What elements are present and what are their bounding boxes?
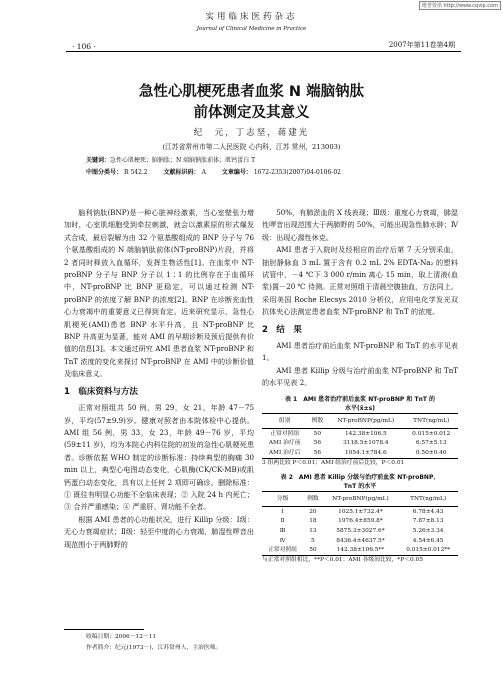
table-header: 例数	[303, 491, 322, 506]
table-header: NT-proBNP(pg/mL)	[327, 413, 404, 428]
table-cell: 正常对照组	[270, 430, 300, 437]
table-row	[262, 439, 458, 449]
table-cell: AMI 治疗后	[268, 449, 301, 456]
table-cell: Ⅱ	[280, 518, 285, 525]
table-cell: 50	[313, 430, 322, 437]
id-value: 1672-2353(2007)04-0106-02	[253, 169, 341, 176]
table1-caption-line1: 表 1 AMI 患者治疗前后血浆 NT-proBNP 和 TnT 的	[284, 395, 436, 403]
authors: 纪 元，丁志坚，蒋建光	[193, 128, 310, 138]
paragraph: AMI 患者于入院时及经相应的治疗后第 7 天分别采血，抽肘静脉血 3 mL 置于含有 0.2 mL 2% EDTA-Na₂ 的塑料试管中，－4 ℃下 3 000 r/min 离心 15 min，取上清液(血浆)置－20 ℃ 待测。正常对照组于清晨空腹抽血，方法同上。采用美国 Roche Elecsys 2010 分析仪，应用电化学发光双抗体夹心法测定患者血浆 NT-proBNP 和 TnT 的浓度。	[262, 245, 458, 317]
page-number: · 106 ·	[72, 42, 96, 51]
table-header: TNT(ng/mL)	[398, 491, 458, 506]
cls-value: R 542.2	[124, 169, 148, 176]
table-cell: 1054.1±784.6	[344, 449, 387, 456]
table-cell: 142.38±106.5**	[336, 547, 385, 554]
doc-value: A	[201, 169, 206, 176]
table-cell: 50	[309, 547, 317, 554]
table-cell: 3118.5±1078.4	[343, 440, 389, 447]
table1-block	[262, 395, 458, 468]
paragraph: 正常对照组共 50 例，男 29，女 21，年龄 47－75 岁，平均(57±9.9)岁。健康对照者由本院体检中心提供。AMI 组 56 例，男 33，女 23，年龄 49－76 岁，平均(59±11 岁)，均为本院心内科住院的初发的急性心肌梗死患者。诊断依据 WHO 制定的诊断标准：持续典型的胸痛 30 min 以上，典型心电图动态变化，心肌酶(CK/CK-MB)或肌钙蛋白动态变化，具有以上任何 2 项即可确诊。删除标准：① 既往有明显心功能不全临床表现；② 入院 24 h 内死亡；③ 合并严重感染；④ 严重肝、肾功能不全者。	[64, 403, 254, 512]
table-cell: 13	[309, 527, 317, 534]
table-row	[262, 526, 458, 536]
footnote-author: 作者简介：纪元(1973－)，江苏常州人，主治医师。	[86, 645, 222, 651]
footnote-rule	[64, 629, 144, 630]
classification	[86, 167, 341, 176]
table-header: 分级	[262, 491, 303, 506]
table-cell: Ⅲ	[279, 527, 286, 534]
table-cell: 正常对照组	[268, 547, 298, 554]
journal-title-cn: 实用临床医药杂志	[205, 12, 298, 22]
table-row	[262, 429, 458, 439]
keywords	[86, 155, 255, 164]
table-header: 例数	[307, 413, 327, 428]
table-row	[262, 546, 458, 556]
table-cell: 0.50±0.46	[415, 449, 447, 456]
table-cell: 20	[309, 508, 317, 515]
table-cell: 142.38±106.5	[344, 430, 387, 437]
table-row	[262, 517, 458, 527]
watermark: 维普资讯 http://www.cqvip.com	[419, 1, 501, 10]
table-cell: 7.87±8.13	[412, 518, 444, 525]
table-cell: 6.78±4.43	[412, 508, 444, 515]
table-row	[262, 448, 458, 458]
table1-note: 3 组两比较 P＜0.01；AMI 组治疗前后比较，P＜0.01	[262, 459, 405, 466]
paragraph: 脑利钠肽(BNP)是一种心脏神经激素，当心室壁张力增加时，心室肌细胞受到牵拉刺激，就会以激素原的形式爆发式合成，最后裂解为由 32 个氨基酸组成的 BNP 分子与 76 个氨基酸组成的 N 端脑钠肽前体(NT-proBNP)片段，并将 2 者同时释放入血循环，发挥生物活性[1]。在血浆中 NT-proBNP 分子与 BNP 分子以 1∶1 的比例存在于血循环中，NT-proBNP 比 BNP 更稳定，可以通过检测 NT-proBNP 的浓度了解 BNP 的浓度[2]。BNP 在诊断充血性心力衰竭中的重要意义已得到肯定。近来研究显示，急性心肌梗死(AMI)患者 BNP 水平升高，且 NT-proBNP 比 BNP 升高更为显著，能对 AMI 的早期诊断及预后提供有价值的信息[3]。本文通过研究 AMI 患者血浆 NT-proBNP 和 TnT 浓度的变化来探讨 NT-proBNP 在 AMI 中的诊断价值及临床意义。	[64, 208, 254, 379]
table-cell: 6.57±5.13	[415, 440, 447, 447]
affiliation: (江苏省常州市第二人民医院 心内科，江苏 常州，213003)	[162, 143, 341, 151]
table2-caption-line1: 表 2 AMI 患者 Killip 分级与治疗前血浆 NT-proBNP、	[280, 473, 440, 481]
table-cell: 4.54±6.45	[412, 537, 444, 544]
right-column	[262, 207, 458, 565]
article-title-line2: 前体测定及其意义	[193, 105, 310, 121]
journal-title-en: Journal of Clinical Medicine in Practice	[196, 26, 307, 32]
doc-label: 文献标识码：	[163, 169, 200, 176]
table-cell: 56	[313, 449, 322, 456]
left-column	[64, 207, 254, 551]
id-label: 文章编号：	[221, 169, 252, 176]
table-row	[262, 507, 458, 517]
table-cell: 8436.4±4637.5*	[336, 537, 385, 544]
table-cell: 1025.1±732.4*	[338, 508, 383, 515]
table-cell: 1976.4±859.8*	[338, 518, 383, 525]
table-cell: 56	[313, 440, 322, 447]
paragraph: 50%，有肺淤血的 X 线表现；Ⅲ级：重度心力衰竭，肺湿性啰音出现范围大于两肺野的 50%，可能出现急性肺水肿；Ⅳ级：出现心源性休克。	[262, 208, 458, 242]
table-header: 组别	[262, 413, 307, 428]
table-header: TNT(ng/mL)	[404, 413, 458, 428]
table2-caption-line2: TnT 的水平	[343, 482, 377, 490]
keywords-text: 急性心肌梗死；脑钠肽；N 端脑钠肽前体；肌钙蛋白 T	[110, 157, 256, 164]
table-cell: Ⅳ	[279, 537, 286, 544]
table-cell: 0.015±0.012	[412, 430, 451, 437]
table2	[262, 491, 458, 556]
section-heading: 2 结 果	[262, 324, 302, 335]
article-title-line1: 急性心肌梗死患者血浆 N 端脑钠肽	[138, 84, 365, 100]
table-cell: AMI 治疗前	[268, 440, 301, 447]
table-cell: 5	[311, 537, 315, 544]
table-row	[262, 536, 458, 546]
table-header: NT-proBNP(pg/mL)	[323, 491, 399, 506]
table-cell: 5.26±3.34	[412, 527, 444, 534]
header-rule	[66, 51, 461, 52]
paragraph: AMI 患者 Killip 分级与治疗前血浆 NT-proBNP 和 TnT 的水平见表 2。	[262, 365, 458, 388]
section-heading: 1 临床资料与方法	[64, 386, 138, 397]
table-cell: 5875.3±3027.6*	[336, 527, 385, 534]
paragraph: 根据 AMI 患者的心功能状况，进行 Killip 分级：Ⅰ级：无心力衰竭症状；Ⅱ级：轻至中度的心力衰竭，肺湿性啰音出现范围小于两肺野的	[64, 514, 254, 549]
cls-label: 中图分类号：	[86, 169, 123, 176]
table-cell: 18	[309, 518, 317, 525]
paragraph: AMI 患者治疗前后血浆 NT-proBNP 和 TnT 的水平见表 1。	[262, 341, 458, 363]
table-cell: Ⅰ	[281, 508, 284, 515]
issue-info: 2007年第11卷第4期	[388, 41, 455, 49]
table1-caption-line2: 水平(x̄±s)	[345, 404, 375, 412]
keywords-label: 关键词：	[86, 157, 111, 164]
table1	[262, 413, 458, 459]
footnote-received: 收稿日期：2006－12－11	[86, 634, 157, 640]
table2-block	[262, 473, 458, 565]
table-cell: 0.015±0.012**	[406, 547, 451, 554]
table2-note: 与正常对照组相比，**P＜0.01；AMI 各级间比较，*P＜0.05	[262, 557, 423, 564]
